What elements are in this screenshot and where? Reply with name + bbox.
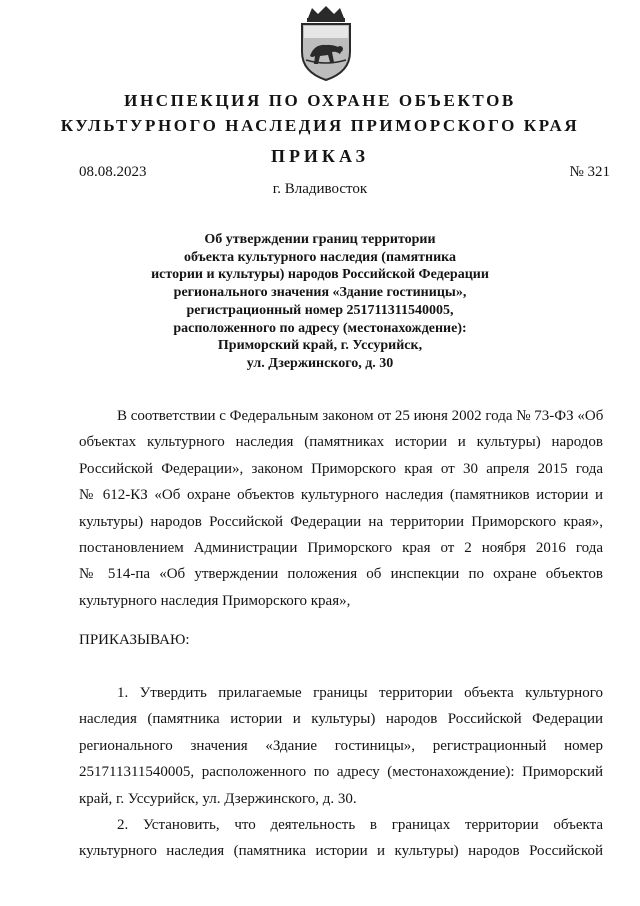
text-line: объектах культурного наследия (памятниках истории и культуры) народов xyxy=(79,434,603,451)
text-line: край, г. Уссурийск, ул. Дзержинского, д. 30. xyxy=(79,790,357,807)
text-line: культурного наследия (памятника истории и культуры) народов Российской xyxy=(79,843,603,860)
organization-name-line2: КУЛЬТУРНОГО НАСЛЕДИЯ ПРИМОРСКОГО КРАЯ xyxy=(60,116,580,135)
title-line: регистрационный номер 251711311540005, xyxy=(186,302,454,318)
text-line: 1. Утвердить прилагаемые границы территории объекта культурного xyxy=(117,685,603,701)
document-type: ПРИКАЗ xyxy=(270,146,370,166)
title-line: Приморский край, г. Уссурийск, xyxy=(217,338,423,354)
text-line: регионального значения «Здание гостиницы», регистрационный номер xyxy=(79,737,603,754)
text-line: культуры) народов Российской Федерации на территории Приморского края», xyxy=(79,513,603,530)
title-line: расположенного по адресу (местонахождение): xyxy=(173,320,467,336)
text-line: культурного наследия Приморского края», xyxy=(79,592,351,609)
title-line: истории и культуры) народов Российской Федерации xyxy=(151,267,489,283)
text-line: наследия (памятника истории и культуры) народов Российской Федерации xyxy=(79,711,603,728)
title-line: регионального значения «Здание гостиницы», xyxy=(173,285,467,301)
document-city: г. Владивосток xyxy=(272,181,368,197)
order-item-2 xyxy=(79,812,603,865)
text-line: № 514-па «Об утверждении положения об инспекции по охране объектов xyxy=(79,566,603,583)
order-item-1 xyxy=(79,680,603,812)
organization-name-line1: ИНСПЕКЦИЯ ПО ОХРАНЕ ОБЪЕКТОВ xyxy=(124,91,516,110)
coat-of-arms-icon xyxy=(296,4,356,82)
text-line: В соответствии с Федеральным законом от 25 июня 2002 года № 73-ФЗ «Об xyxy=(117,408,603,424)
title-line: ул. Дзержинского, д. 30 xyxy=(246,355,394,371)
document-number: № 321 xyxy=(569,164,610,180)
preamble-paragraph xyxy=(79,403,603,614)
text-line: 251711311540005, расположенного по адресу (местонахождение): Приморский xyxy=(79,764,603,781)
document-date: 08.08.2023 xyxy=(79,164,147,180)
order-directive-word: ПРИКАЗЫВАЮ: xyxy=(79,632,190,648)
title-line: объекта культурного наследия (памятника xyxy=(183,249,457,265)
text-line: № 612-КЗ «Об охране объектов культурного наследия (памятников истории и xyxy=(79,487,603,504)
order-title xyxy=(110,231,530,373)
text-line: Российской Федерации», законом Приморского края от 30 апреля 2015 года xyxy=(79,460,603,477)
text-line: постановлением Администрации Приморского края от 2 ноября 2016 года xyxy=(79,539,603,556)
text-line: 2. Установить, что деятельность в границах территории объекта xyxy=(117,817,603,833)
title-line: Об утверждении границ территории xyxy=(204,232,436,247)
